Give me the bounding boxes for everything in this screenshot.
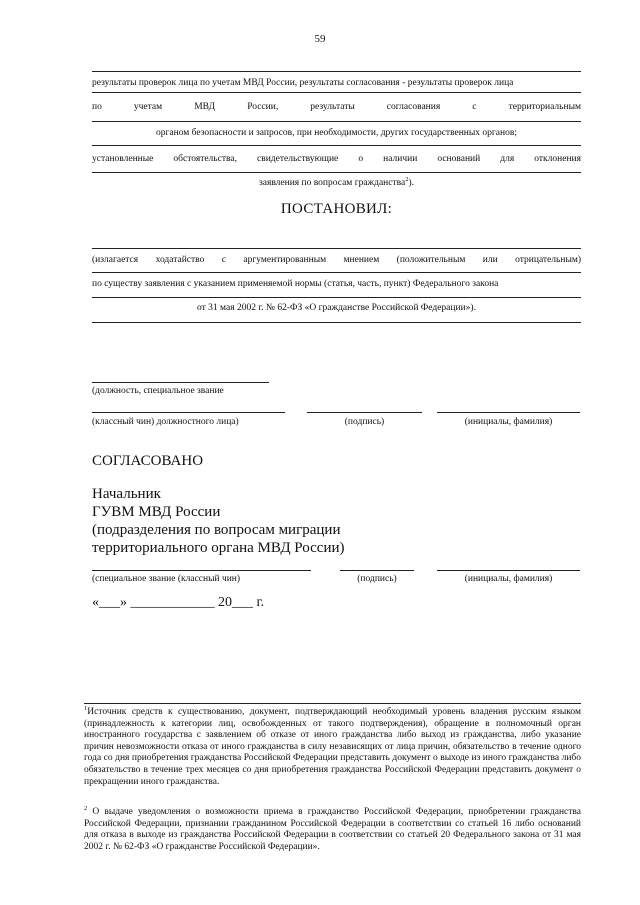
fill-line: [437, 570, 580, 571]
resolution-heading: ПОСТАНОВИЛ:: [280, 201, 393, 217]
fill-line: [92, 382, 269, 383]
fill-line: [92, 172, 581, 173]
rank-caption-2: (специальное звание (классный чин): [92, 574, 241, 584]
initials-caption: (инициалы, фамилия): [464, 417, 553, 427]
signature-caption: (подпись): [344, 417, 385, 427]
chief-line-2: ГУВМ МВД России: [92, 504, 221, 520]
page-number: 59: [314, 33, 326, 45]
results-line-2: по учетам МВД России, результаты согласования с территориальным: [92, 102, 581, 112]
fill-line: [307, 412, 422, 413]
fill-line: [340, 570, 414, 571]
fill-line: [92, 145, 581, 146]
signature-caption-2: (подпись): [357, 574, 397, 584]
fill-line: [92, 71, 581, 72]
date-line: «___» ____________ 20___ г.: [92, 595, 265, 610]
fill-line: [92, 322, 581, 323]
chief-line-4: территориального органа МВД России): [92, 540, 345, 556]
fill-line: [92, 297, 581, 298]
resolution-line-3: от 31 мая 2002 г. № 62-ФЗ «О гражданстве Российской Федерации»).: [197, 303, 476, 313]
footnote-1: $^1$Источник средств к существованию, документ, подтверждающий необходимый уровень владения русским языком (принадлежность к категории лиц, освобожденных от такого подтверждения), обращение в полномочный орган иностранного государства с заявлением об отказе от иного гражданства либо выход из гражданства, либо указание причин невозможности отказа от иного гражданства в силу независящих от лица причин, обязательство в течение одного года со дня приобретения гражданства Российской Федерации представить документ о выходе из иного гражданства либо обязательство в течение трех месяцев со дня приобретения гражданства Российской Федерации представить документ о прекращении иного гражданства.: [84, 704, 581, 787]
footnote-mark-2: 2: [84, 804, 88, 812]
application-line: заявления по вопросам гражданства$^2$).: [258, 175, 414, 188]
fill-line: [437, 412, 580, 413]
agreed-label: СОГЛАСОВАНО: [92, 453, 204, 469]
fill-line: [92, 272, 581, 273]
resolution-line-1: (излагается ходатайство с аргументированным мнением (положительным или отрицательным): [92, 255, 581, 265]
chief-line-1: Начальник: [92, 486, 161, 502]
results-line-1: результаты проверок лица по учетам МВД России, результаты согласования - результаты проверок лица: [92, 78, 514, 88]
fill-line: [92, 248, 581, 249]
position-caption: (должность, специальное звание: [92, 386, 224, 396]
footnote-ref-2: 2: [405, 175, 409, 183]
chief-line-3: (подразделения по вопросам миграции: [92, 522, 341, 538]
resolution-line-2: по существу заявления с указанием применяемой нормы (статья, часть, пункт) Федерального закона: [92, 279, 499, 289]
rank-caption: (классный чин) должностного лица): [92, 417, 239, 427]
fill-line: [92, 570, 311, 571]
initials-caption-2: (инициалы, фамилия): [464, 574, 553, 584]
footnote-2: $^2$ О выдаче уведомления о возможности приема в гражданство Российской Федерации, приобретении гражданства Российской Федерации, признании гражданином Российской Федерации в соответствии со статьей 16 либо оснований для отказа в выходе из гражданства Российской Федерации в соответствии со статьей 20 Федерального закона от 31 мая 2002 г. № 62-ФЗ «О гражданстве Российской Федерации».: [84, 804, 581, 852]
fill-line: [92, 92, 581, 93]
results-line-3: органом безопасности и запросов, при необходимости, других государственных органов;: [156, 128, 517, 138]
fill-line: [92, 121, 581, 122]
circumstances-line: установленные обстоятельства, свидетельствующие о наличии оснований для отклонения: [92, 154, 581, 164]
footnote-separator: [84, 703, 581, 704]
footnote-mark-1: 1: [84, 704, 88, 712]
fill-line: [92, 412, 285, 413]
